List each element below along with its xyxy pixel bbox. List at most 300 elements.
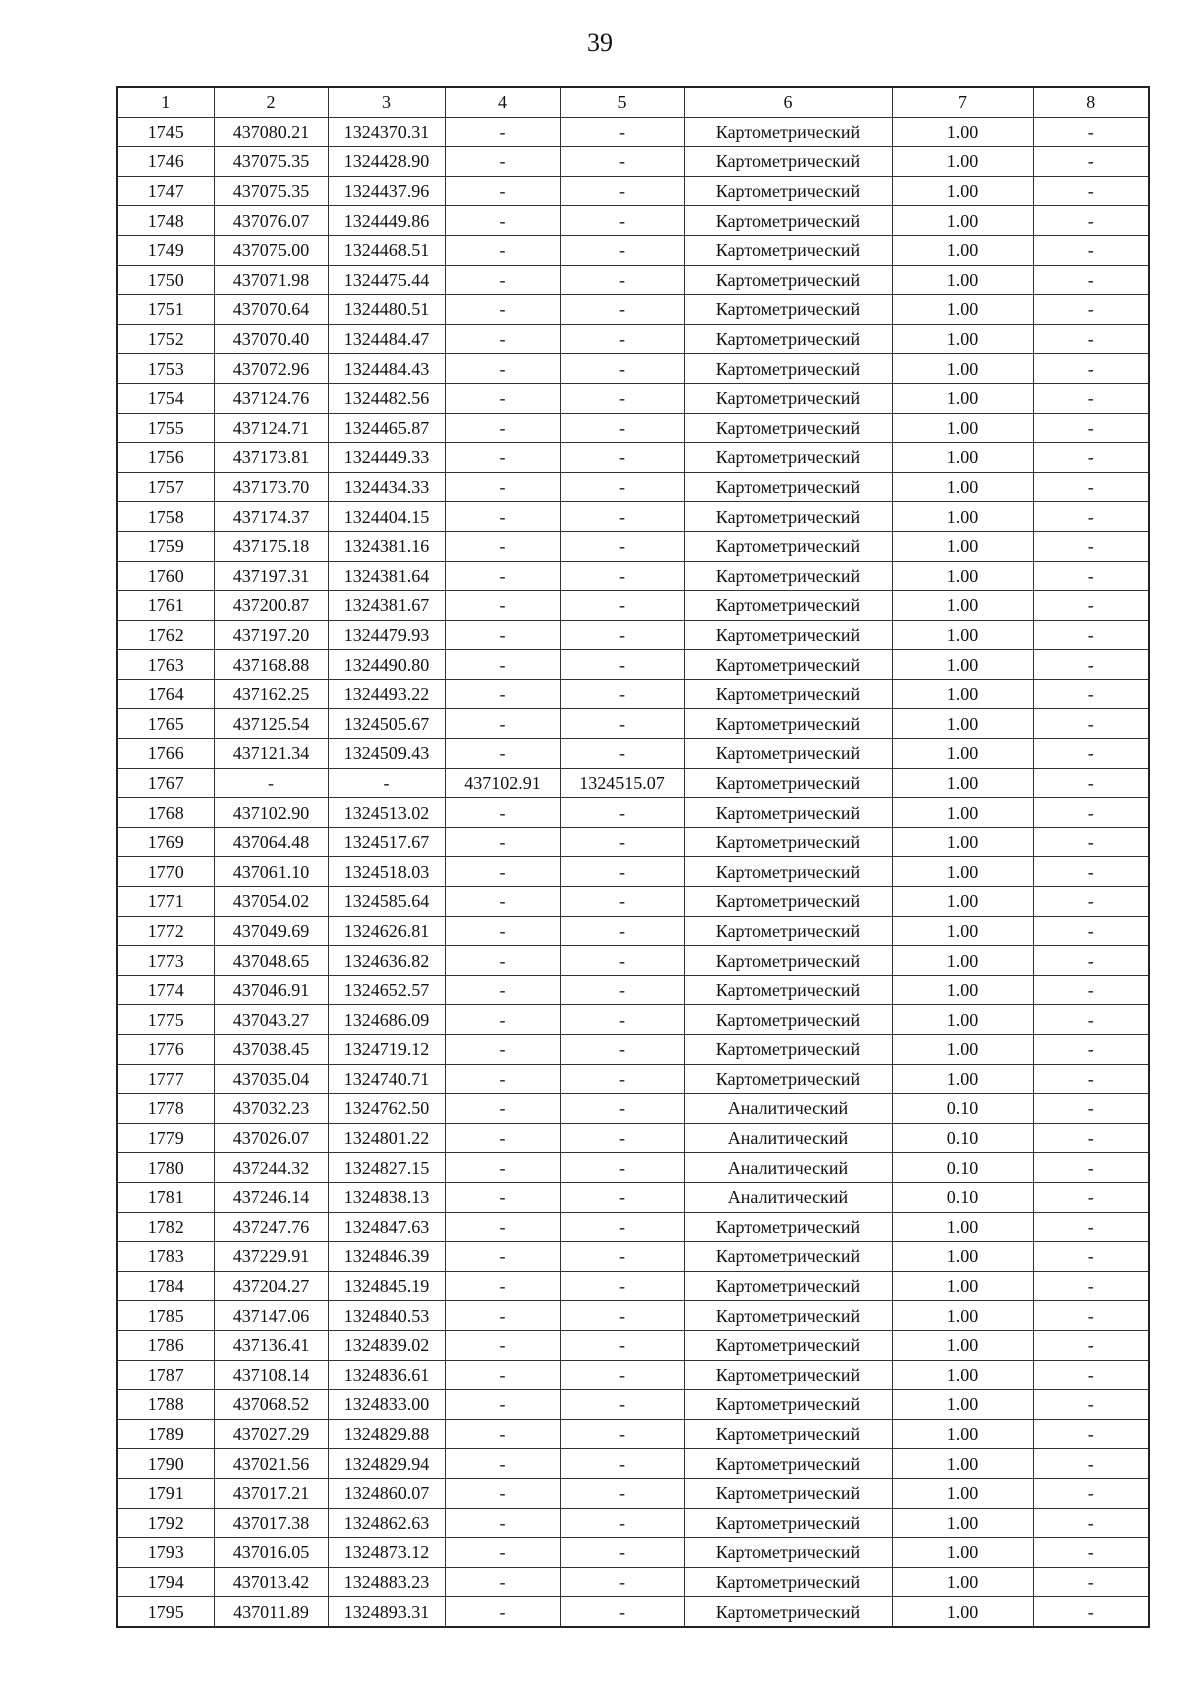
table-row bbox=[117, 561, 1149, 591]
x-coordinate-alt-cell: - bbox=[445, 1064, 560, 1094]
table-row bbox=[117, 620, 1149, 650]
y-coordinate-cell: 1324480.51 bbox=[328, 295, 445, 325]
y-coordinate-alt-cell: - bbox=[560, 561, 684, 591]
point-number-cell: 1773 bbox=[117, 946, 214, 976]
x-coordinate-alt-cell: - bbox=[445, 975, 560, 1005]
description-cell: - bbox=[1033, 117, 1149, 147]
table-row bbox=[117, 1330, 1149, 1360]
page-number: 39 bbox=[587, 28, 613, 57]
method-cell: Картометрический bbox=[684, 857, 892, 887]
description-cell: - bbox=[1033, 235, 1149, 265]
accuracy-cell: 1.00 bbox=[892, 1538, 1033, 1568]
accuracy-cell: 0.10 bbox=[892, 1094, 1033, 1124]
x-coordinate-cell: 437102.90 bbox=[214, 798, 328, 828]
y-coordinate-cell: 1324490.80 bbox=[328, 650, 445, 680]
accuracy-cell: 1.00 bbox=[892, 739, 1033, 769]
accuracy-cell: 1.00 bbox=[892, 1449, 1033, 1479]
accuracy-cell: 1.00 bbox=[892, 354, 1033, 384]
y-coordinate-cell: 1324381.16 bbox=[328, 531, 445, 561]
accuracy-cell: 1.00 bbox=[892, 1597, 1033, 1627]
accuracy-cell: 1.00 bbox=[892, 295, 1033, 325]
y-coordinate-cell: 1324840.53 bbox=[328, 1301, 445, 1331]
accuracy-cell: 1.00 bbox=[892, 946, 1033, 976]
point-number-cell: 1791 bbox=[117, 1478, 214, 1508]
y-coordinate-cell: 1324381.67 bbox=[328, 591, 445, 621]
table-row bbox=[117, 502, 1149, 532]
table-row bbox=[117, 413, 1149, 443]
x-coordinate-alt-cell: - bbox=[445, 916, 560, 946]
method-cell: Картометрический bbox=[684, 650, 892, 680]
y-coordinate-alt-cell: - bbox=[560, 206, 684, 236]
x-coordinate-alt-cell: - bbox=[445, 443, 560, 473]
x-coordinate-cell: 437244.32 bbox=[214, 1153, 328, 1183]
x-coordinate-alt-cell: - bbox=[445, 857, 560, 887]
table-row bbox=[117, 1064, 1149, 1094]
y-coordinate-alt-cell: - bbox=[560, 531, 684, 561]
y-coordinate-alt-cell: - bbox=[560, 1153, 684, 1183]
y-coordinate-alt-cell: - bbox=[560, 739, 684, 769]
table-row bbox=[117, 324, 1149, 354]
accuracy-cell: 1.00 bbox=[892, 1419, 1033, 1449]
column-header-6: 6 bbox=[684, 87, 892, 117]
description-cell: - bbox=[1033, 1301, 1149, 1331]
x-coordinate-cell: 437061.10 bbox=[214, 857, 328, 887]
method-cell: Картометрический bbox=[684, 1271, 892, 1301]
x-coordinate-cell: 437017.38 bbox=[214, 1508, 328, 1538]
method-cell: Картометрический bbox=[684, 295, 892, 325]
column-header-8: 8 bbox=[1033, 87, 1149, 117]
accuracy-cell: 1.00 bbox=[892, 887, 1033, 917]
y-coordinate-alt-cell: - bbox=[560, 1597, 684, 1627]
y-coordinate-cell: 1324686.09 bbox=[328, 1005, 445, 1035]
y-coordinate-alt-cell: - bbox=[560, 1508, 684, 1538]
x-coordinate-cell: 437048.65 bbox=[214, 946, 328, 976]
y-coordinate-alt-cell: - bbox=[560, 709, 684, 739]
point-number-cell: 1757 bbox=[117, 472, 214, 502]
accuracy-cell: 1.00 bbox=[892, 324, 1033, 354]
accuracy-cell: 1.00 bbox=[892, 206, 1033, 236]
y-coordinate-alt-cell: - bbox=[560, 650, 684, 680]
accuracy-cell: 0.10 bbox=[892, 1182, 1033, 1212]
description-cell: - bbox=[1033, 531, 1149, 561]
y-coordinate-cell: 1324482.56 bbox=[328, 383, 445, 413]
x-coordinate-alt-cell: - bbox=[445, 1419, 560, 1449]
y-coordinate-alt-cell: - bbox=[560, 383, 684, 413]
accuracy-cell: 1.00 bbox=[892, 472, 1033, 502]
accuracy-cell: 1.00 bbox=[892, 1301, 1033, 1331]
y-coordinate-alt-cell: - bbox=[560, 1212, 684, 1242]
method-cell: Картометрический bbox=[684, 887, 892, 917]
accuracy-cell: 1.00 bbox=[892, 679, 1033, 709]
description-cell: - bbox=[1033, 739, 1149, 769]
accuracy-cell: 1.00 bbox=[892, 502, 1033, 532]
description-cell: - bbox=[1033, 1390, 1149, 1420]
description-cell: - bbox=[1033, 1449, 1149, 1479]
method-cell: Картометрический bbox=[684, 1597, 892, 1627]
table-row bbox=[117, 1035, 1149, 1065]
column-header-4: 4 bbox=[445, 87, 560, 117]
x-coordinate-alt-cell: - bbox=[445, 295, 560, 325]
y-coordinate-cell: 1324493.22 bbox=[328, 679, 445, 709]
method-cell: Картометрический bbox=[684, 1035, 892, 1065]
x-coordinate-cell: 437038.45 bbox=[214, 1035, 328, 1065]
description-cell: - bbox=[1033, 1597, 1149, 1627]
table-row bbox=[117, 147, 1149, 177]
y-coordinate-alt-cell: - bbox=[560, 1449, 684, 1479]
description-cell: - bbox=[1033, 443, 1149, 473]
point-number-cell: 1777 bbox=[117, 1064, 214, 1094]
description-cell: - bbox=[1033, 798, 1149, 828]
method-cell: Картометрический bbox=[684, 1538, 892, 1568]
x-coordinate-alt-cell: - bbox=[445, 1301, 560, 1331]
description-cell: - bbox=[1033, 946, 1149, 976]
table-row bbox=[117, 176, 1149, 206]
accuracy-cell: 1.00 bbox=[892, 709, 1033, 739]
point-number-cell: 1786 bbox=[117, 1330, 214, 1360]
description-cell: - bbox=[1033, 354, 1149, 384]
method-cell: Картометрический bbox=[684, 1212, 892, 1242]
y-coordinate-alt-cell: - bbox=[560, 591, 684, 621]
table-row bbox=[117, 709, 1149, 739]
method-cell: Картометрический bbox=[684, 472, 892, 502]
y-coordinate-alt-cell: - bbox=[560, 1301, 684, 1331]
y-coordinate-cell: 1324434.33 bbox=[328, 472, 445, 502]
x-coordinate-cell: 437035.04 bbox=[214, 1064, 328, 1094]
method-cell: Картометрический bbox=[684, 502, 892, 532]
table-row bbox=[117, 1419, 1149, 1449]
point-number-cell: 1759 bbox=[117, 531, 214, 561]
description-cell: - bbox=[1033, 679, 1149, 709]
description-cell: - bbox=[1033, 887, 1149, 917]
point-number-cell: 1782 bbox=[117, 1212, 214, 1242]
point-number-cell: 1785 bbox=[117, 1301, 214, 1331]
description-cell: - bbox=[1033, 413, 1149, 443]
table-row bbox=[117, 1153, 1149, 1183]
description-cell: - bbox=[1033, 1064, 1149, 1094]
method-cell: Картометрический bbox=[684, 679, 892, 709]
description-cell: - bbox=[1033, 1478, 1149, 1508]
accuracy-cell: 1.00 bbox=[892, 1271, 1033, 1301]
y-coordinate-cell: 1324652.57 bbox=[328, 975, 445, 1005]
description-cell: - bbox=[1033, 502, 1149, 532]
table-row bbox=[117, 383, 1149, 413]
accuracy-cell: 1.00 bbox=[892, 176, 1033, 206]
accuracy-cell: 1.00 bbox=[892, 383, 1033, 413]
x-coordinate-alt-cell: - bbox=[445, 1035, 560, 1065]
method-cell: Картометрический bbox=[684, 798, 892, 828]
y-coordinate-cell: 1324505.67 bbox=[328, 709, 445, 739]
y-coordinate-alt-cell: - bbox=[560, 1005, 684, 1035]
x-coordinate-alt-cell: - bbox=[445, 1478, 560, 1508]
x-coordinate-cell: 437013.42 bbox=[214, 1567, 328, 1597]
x-coordinate-cell: 437043.27 bbox=[214, 1005, 328, 1035]
table-row bbox=[117, 798, 1149, 828]
method-cell: Картометрический bbox=[684, 591, 892, 621]
accuracy-cell: 1.00 bbox=[892, 857, 1033, 887]
y-coordinate-cell: 1324465.87 bbox=[328, 413, 445, 443]
accuracy-cell: 1.00 bbox=[892, 1390, 1033, 1420]
accuracy-cell: 0.10 bbox=[892, 1123, 1033, 1153]
point-number-cell: 1779 bbox=[117, 1123, 214, 1153]
description-cell: - bbox=[1033, 324, 1149, 354]
description-cell: - bbox=[1033, 1538, 1149, 1568]
x-coordinate-alt-cell: - bbox=[445, 887, 560, 917]
x-coordinate-alt-cell: - bbox=[445, 354, 560, 384]
method-cell: Картометрический bbox=[684, 827, 892, 857]
y-coordinate-alt-cell: - bbox=[560, 857, 684, 887]
accuracy-cell: 1.00 bbox=[892, 591, 1033, 621]
x-coordinate-cell: 437108.14 bbox=[214, 1360, 328, 1390]
x-coordinate-alt-cell: - bbox=[445, 206, 560, 236]
y-coordinate-cell: 1324449.86 bbox=[328, 206, 445, 236]
x-coordinate-cell: 437162.25 bbox=[214, 679, 328, 709]
x-coordinate-alt-cell: - bbox=[445, 798, 560, 828]
accuracy-cell: 1.00 bbox=[892, 1242, 1033, 1272]
method-cell: Картометрический bbox=[684, 561, 892, 591]
point-number-cell: 1778 bbox=[117, 1094, 214, 1124]
y-coordinate-cell: 1324762.50 bbox=[328, 1094, 445, 1124]
y-coordinate-cell: 1324846.39 bbox=[328, 1242, 445, 1272]
accuracy-cell: 1.00 bbox=[892, 531, 1033, 561]
description-cell: - bbox=[1033, 1005, 1149, 1035]
x-coordinate-alt-cell: - bbox=[445, 1123, 560, 1153]
method-cell: Картометрический bbox=[684, 1005, 892, 1035]
description-cell: - bbox=[1033, 176, 1149, 206]
x-coordinate-alt-cell: - bbox=[445, 1567, 560, 1597]
x-coordinate-alt-cell: - bbox=[445, 827, 560, 857]
x-coordinate-cell: 437174.37 bbox=[214, 502, 328, 532]
point-number-cell: 1775 bbox=[117, 1005, 214, 1035]
y-coordinate-alt-cell: - bbox=[560, 502, 684, 532]
x-coordinate-alt-cell: - bbox=[445, 1538, 560, 1568]
point-number-cell: 1747 bbox=[117, 176, 214, 206]
x-coordinate-cell: 437173.70 bbox=[214, 472, 328, 502]
table-row bbox=[117, 1212, 1149, 1242]
point-number-cell: 1787 bbox=[117, 1360, 214, 1390]
y-coordinate-alt-cell: - bbox=[560, 975, 684, 1005]
y-coordinate-cell: 1324719.12 bbox=[328, 1035, 445, 1065]
point-number-cell: 1763 bbox=[117, 650, 214, 680]
method-cell: Картометрический bbox=[684, 176, 892, 206]
x-coordinate-cell: 437200.87 bbox=[214, 591, 328, 621]
y-coordinate-cell: - bbox=[328, 768, 445, 798]
point-number-cell: 1783 bbox=[117, 1242, 214, 1272]
x-coordinate-alt-cell: - bbox=[445, 620, 560, 650]
point-number-cell: 1765 bbox=[117, 709, 214, 739]
table-row bbox=[117, 975, 1149, 1005]
y-coordinate-cell: 1324404.15 bbox=[328, 502, 445, 532]
x-coordinate-cell: 437076.07 bbox=[214, 206, 328, 236]
method-cell: Картометрический bbox=[684, 413, 892, 443]
y-coordinate-cell: 1324484.43 bbox=[328, 354, 445, 384]
table-row bbox=[117, 1271, 1149, 1301]
x-coordinate-cell: 437072.96 bbox=[214, 354, 328, 384]
table-row bbox=[117, 1597, 1149, 1627]
x-coordinate-alt-cell: - bbox=[445, 709, 560, 739]
description-cell: - bbox=[1033, 295, 1149, 325]
x-coordinate-cell: 437049.69 bbox=[214, 916, 328, 946]
table-header bbox=[117, 87, 1149, 117]
table-row bbox=[117, 235, 1149, 265]
x-coordinate-alt-cell: - bbox=[445, 1449, 560, 1479]
table-row bbox=[117, 472, 1149, 502]
accuracy-cell: 1.00 bbox=[892, 916, 1033, 946]
y-coordinate-alt-cell: - bbox=[560, 1360, 684, 1390]
x-coordinate-alt-cell: - bbox=[445, 265, 560, 295]
y-coordinate-alt-cell: - bbox=[560, 176, 684, 206]
x-coordinate-cell: 437064.48 bbox=[214, 827, 328, 857]
column-header-5: 5 bbox=[560, 87, 684, 117]
point-number-cell: 1795 bbox=[117, 1597, 214, 1627]
method-cell: Картометрический bbox=[684, 383, 892, 413]
x-coordinate-cell: 437247.76 bbox=[214, 1212, 328, 1242]
description-cell: - bbox=[1033, 1508, 1149, 1538]
y-coordinate-alt-cell: - bbox=[560, 1567, 684, 1597]
accuracy-cell: 1.00 bbox=[892, 443, 1033, 473]
accuracy-cell: 1.00 bbox=[892, 1005, 1033, 1035]
y-coordinate-alt-cell: - bbox=[560, 887, 684, 917]
x-coordinate-alt-cell: - bbox=[445, 117, 560, 147]
description-cell: - bbox=[1033, 1567, 1149, 1597]
description-cell: - bbox=[1033, 975, 1149, 1005]
y-coordinate-cell: 1324513.02 bbox=[328, 798, 445, 828]
point-number-cell: 1748 bbox=[117, 206, 214, 236]
y-coordinate-cell: 1324801.22 bbox=[328, 1123, 445, 1153]
column-header-3: 3 bbox=[328, 87, 445, 117]
point-number-cell: 1767 bbox=[117, 768, 214, 798]
y-coordinate-cell: 1324847.63 bbox=[328, 1212, 445, 1242]
table-row bbox=[117, 1094, 1149, 1124]
x-coordinate-alt-cell: 437102.91 bbox=[445, 768, 560, 798]
description-cell: - bbox=[1033, 147, 1149, 177]
x-coordinate-alt-cell: - bbox=[445, 472, 560, 502]
y-coordinate-alt-cell: - bbox=[560, 1094, 684, 1124]
description-cell: - bbox=[1033, 383, 1149, 413]
method-cell: Аналитический bbox=[684, 1123, 892, 1153]
x-coordinate-alt-cell: - bbox=[445, 1390, 560, 1420]
accuracy-cell: 1.00 bbox=[892, 798, 1033, 828]
method-cell: Аналитический bbox=[684, 1094, 892, 1124]
y-coordinate-alt-cell: - bbox=[560, 1538, 684, 1568]
description-cell: - bbox=[1033, 1123, 1149, 1153]
description-cell: - bbox=[1033, 650, 1149, 680]
x-coordinate-cell: 437075.00 bbox=[214, 235, 328, 265]
description-cell: - bbox=[1033, 472, 1149, 502]
y-coordinate-alt-cell: - bbox=[560, 147, 684, 177]
table-row bbox=[117, 531, 1149, 561]
x-coordinate-alt-cell: - bbox=[445, 531, 560, 561]
description-cell: - bbox=[1033, 206, 1149, 236]
method-cell: Картометрический bbox=[684, 206, 892, 236]
x-coordinate-alt-cell: - bbox=[445, 413, 560, 443]
x-coordinate-cell: 437027.29 bbox=[214, 1419, 328, 1449]
table-row bbox=[117, 1123, 1149, 1153]
y-coordinate-cell: 1324428.90 bbox=[328, 147, 445, 177]
method-cell: Картометрический bbox=[684, 1567, 892, 1597]
description-cell: - bbox=[1033, 709, 1149, 739]
table-row bbox=[117, 354, 1149, 384]
method-cell: Картометрический bbox=[684, 354, 892, 384]
method-cell: Картометрический bbox=[684, 324, 892, 354]
y-coordinate-cell: 1324829.88 bbox=[328, 1419, 445, 1449]
description-cell: - bbox=[1033, 1035, 1149, 1065]
x-coordinate-cell: 437075.35 bbox=[214, 176, 328, 206]
method-cell: Картометрический bbox=[684, 443, 892, 473]
point-number-cell: 1794 bbox=[117, 1567, 214, 1597]
table-row bbox=[117, 591, 1149, 621]
y-coordinate-alt-cell: - bbox=[560, 1123, 684, 1153]
method-cell: Картометрический bbox=[684, 117, 892, 147]
table-row bbox=[117, 679, 1149, 709]
method-cell: Картометрический bbox=[684, 235, 892, 265]
description-cell: - bbox=[1033, 768, 1149, 798]
x-coordinate-alt-cell: - bbox=[445, 1005, 560, 1035]
table-row bbox=[117, 117, 1149, 147]
point-number-cell: 1780 bbox=[117, 1153, 214, 1183]
x-coordinate-cell: 437032.23 bbox=[214, 1094, 328, 1124]
table-row bbox=[117, 650, 1149, 680]
method-cell: Картометрический bbox=[684, 768, 892, 798]
y-coordinate-cell: 1324839.02 bbox=[328, 1330, 445, 1360]
table-row bbox=[117, 1538, 1149, 1568]
x-coordinate-cell: 437124.71 bbox=[214, 413, 328, 443]
y-coordinate-alt-cell: 1324515.07 bbox=[560, 768, 684, 798]
table-row bbox=[117, 295, 1149, 325]
column-header-1: 1 bbox=[117, 87, 214, 117]
y-coordinate-cell: 1324636.82 bbox=[328, 946, 445, 976]
y-coordinate-cell: 1324381.64 bbox=[328, 561, 445, 591]
y-coordinate-alt-cell: - bbox=[560, 295, 684, 325]
x-coordinate-cell: 437016.05 bbox=[214, 1538, 328, 1568]
accuracy-cell: 1.00 bbox=[892, 1035, 1033, 1065]
y-coordinate-cell: 1324509.43 bbox=[328, 739, 445, 769]
x-coordinate-alt-cell: - bbox=[445, 1153, 560, 1183]
y-coordinate-cell: 1324883.23 bbox=[328, 1567, 445, 1597]
point-number-cell: 1751 bbox=[117, 295, 214, 325]
table-row bbox=[117, 1449, 1149, 1479]
x-coordinate-cell: 437121.34 bbox=[214, 739, 328, 769]
x-coordinate-cell: 437070.64 bbox=[214, 295, 328, 325]
y-coordinate-alt-cell: - bbox=[560, 413, 684, 443]
description-cell: - bbox=[1033, 1242, 1149, 1272]
description-cell: - bbox=[1033, 1330, 1149, 1360]
y-coordinate-alt-cell: - bbox=[560, 1330, 684, 1360]
y-coordinate-alt-cell: - bbox=[560, 679, 684, 709]
y-coordinate-alt-cell: - bbox=[560, 354, 684, 384]
x-coordinate-alt-cell: - bbox=[445, 147, 560, 177]
point-number-cell: 1774 bbox=[117, 975, 214, 1005]
accuracy-cell: 1.00 bbox=[892, 117, 1033, 147]
method-cell: Картометрический bbox=[684, 1508, 892, 1538]
accuracy-cell: 1.00 bbox=[892, 1330, 1033, 1360]
column-header-2: 2 bbox=[214, 87, 328, 117]
method-cell: Картометрический bbox=[684, 1242, 892, 1272]
accuracy-cell: 1.00 bbox=[892, 561, 1033, 591]
y-coordinate-alt-cell: - bbox=[560, 1419, 684, 1449]
x-coordinate-cell: 437080.21 bbox=[214, 117, 328, 147]
description-cell: - bbox=[1033, 1212, 1149, 1242]
header-row bbox=[117, 87, 1149, 117]
accuracy-cell: 1.00 bbox=[892, 1508, 1033, 1538]
x-coordinate-cell: 437229.91 bbox=[214, 1242, 328, 1272]
method-cell: Картометрический bbox=[684, 1419, 892, 1449]
table-row bbox=[117, 1478, 1149, 1508]
x-coordinate-cell: 437075.35 bbox=[214, 147, 328, 177]
table-row bbox=[117, 265, 1149, 295]
method-cell: Картометрический bbox=[684, 1390, 892, 1420]
method-cell: Картометрический bbox=[684, 1478, 892, 1508]
point-number-cell: 1788 bbox=[117, 1390, 214, 1420]
